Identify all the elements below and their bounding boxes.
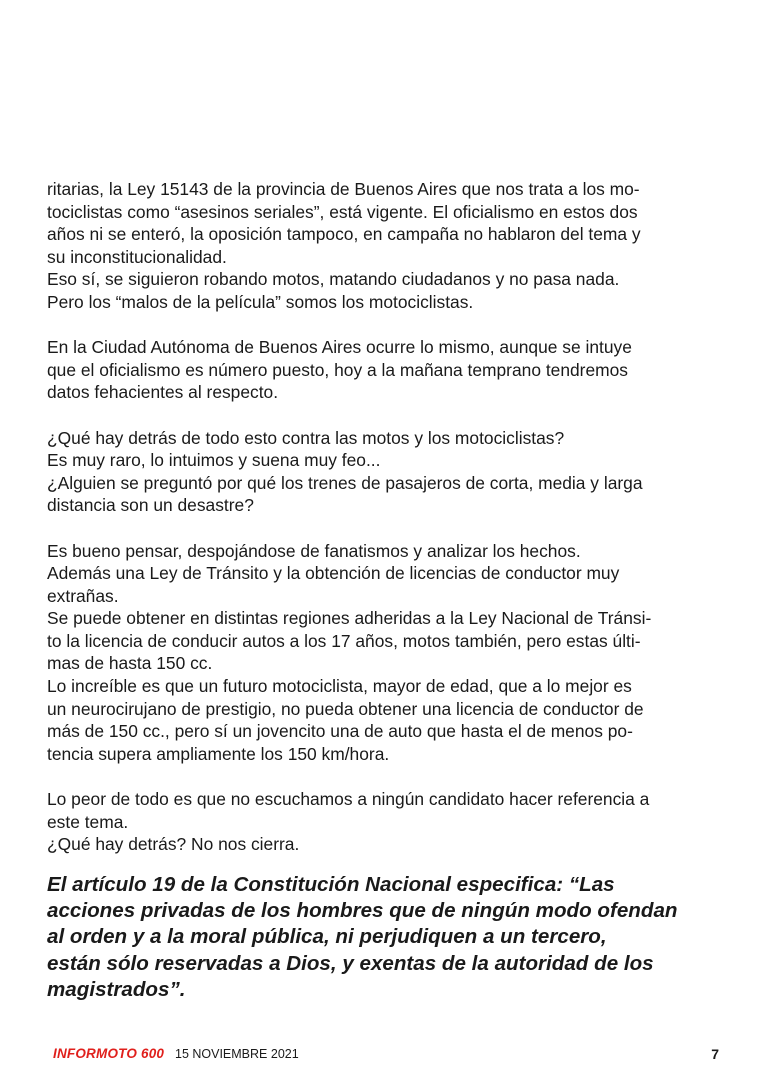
magazine-logo: INFORMOTO 600 [53, 1046, 165, 1061]
text-line: Lo increíble es que un futuro motociclista, mayor de edad, que a lo mejor es [47, 676, 632, 697]
text-line: datos fehacientes al respecto. [47, 382, 279, 403]
text-line: Lo peor de todo es que no escuchamos a ningún candidato hacer referencia a [47, 789, 650, 810]
text-line: este tema. [47, 811, 129, 832]
text-line: Pero los “malos de la película” somos los motociclistas. [47, 291, 474, 312]
text-line: que el oficialismo es número puesto, hoy a la mañana temprano tendremos [47, 359, 628, 380]
text-line: En la Ciudad Autónoma de Buenos Aires ocurre lo mismo, aunque se intuye [47, 337, 632, 358]
page-number: 7 [711, 1046, 719, 1062]
paragraph-gap [47, 404, 723, 427]
paragraph [47, 788, 723, 856]
text-line: tencia supera ampliamente los 150 km/hora. [47, 743, 390, 764]
text-line: distancia son un desastre? [47, 495, 254, 516]
paragraph-gap [47, 765, 723, 788]
paragraph [47, 427, 723, 517]
text-line: to la licencia de conducir autos a los 17 años, motos también, pero estas últi- [47, 630, 641, 651]
text-line: tociclistas como “asesinos seriales”, está vigente. El oficialismo en estos dos [47, 201, 638, 222]
quote-line: al orden y a la moral pública, ni perjudiquen a un tercero, [47, 925, 607, 949]
quote-line: están sólo reservadas a Dios, y exentas de la autoridad de los [47, 951, 654, 975]
text-line: Eso sí, se siguieron robando motos, matando ciudadanos y no pasa nada. [47, 269, 620, 290]
text-line: ¿Qué hay detrás de todo esto contra las motos y los motociclistas? [47, 427, 565, 448]
paragraph-gap [47, 517, 723, 540]
text-line: ¿Alguien se preguntó por qué los trenes de pasajeros de corta, media y larga [47, 472, 643, 493]
quote-line: acciones privadas de los hombres que de ningún modo ofendan [47, 899, 678, 923]
text-line: Es muy raro, lo intuimos y suena muy feo... [47, 450, 381, 471]
text-line: ¿Qué hay detrás? No nos cierra. [47, 834, 300, 855]
text-line: mas de hasta 150 cc. [47, 653, 213, 674]
paragraph [47, 178, 723, 314]
text-line: Además una Ley de Tránsito y la obtención de licencias de conductor muy [47, 563, 620, 584]
text-line: más de 150 cc., pero sí un jovencito una de auto que hasta el de menos po- [47, 721, 633, 742]
quote-line: magistrados”. [47, 978, 186, 1001]
text-line: Es bueno pensar, despojándose de fanatismos y analizar los hechos. [47, 540, 581, 561]
text-line: Se puede obtener en distintas regiones adheridas a la Ley Nacional de Tránsi- [47, 608, 652, 629]
text-line: su inconstitucionalidad. [47, 246, 227, 267]
quote-line: El artículo 19 de la Constitución Nacional especifica: “Las [47, 872, 615, 896]
text-line: años ni se enteró, la oposición tampoco, en campaña no hablaron del tema y [47, 224, 641, 245]
page-footer [53, 1045, 719, 1063]
text-line: ritarias, la Ley 15143 de la provincia de Buenos Aires que nos trata a los mo- [47, 179, 640, 199]
paragraph [47, 336, 723, 404]
issue-date: 15 NOVIEMBRE 2021 [175, 1047, 299, 1061]
paragraph-gap [47, 314, 723, 337]
pull-quote [47, 872, 723, 1003]
article-body [47, 178, 723, 1003]
text-line: extrañas. [47, 585, 119, 606]
text-line: un neurocirujano de prestigio, no pueda obtener una licencia de conductor de [47, 698, 644, 719]
paragraph [47, 540, 723, 766]
